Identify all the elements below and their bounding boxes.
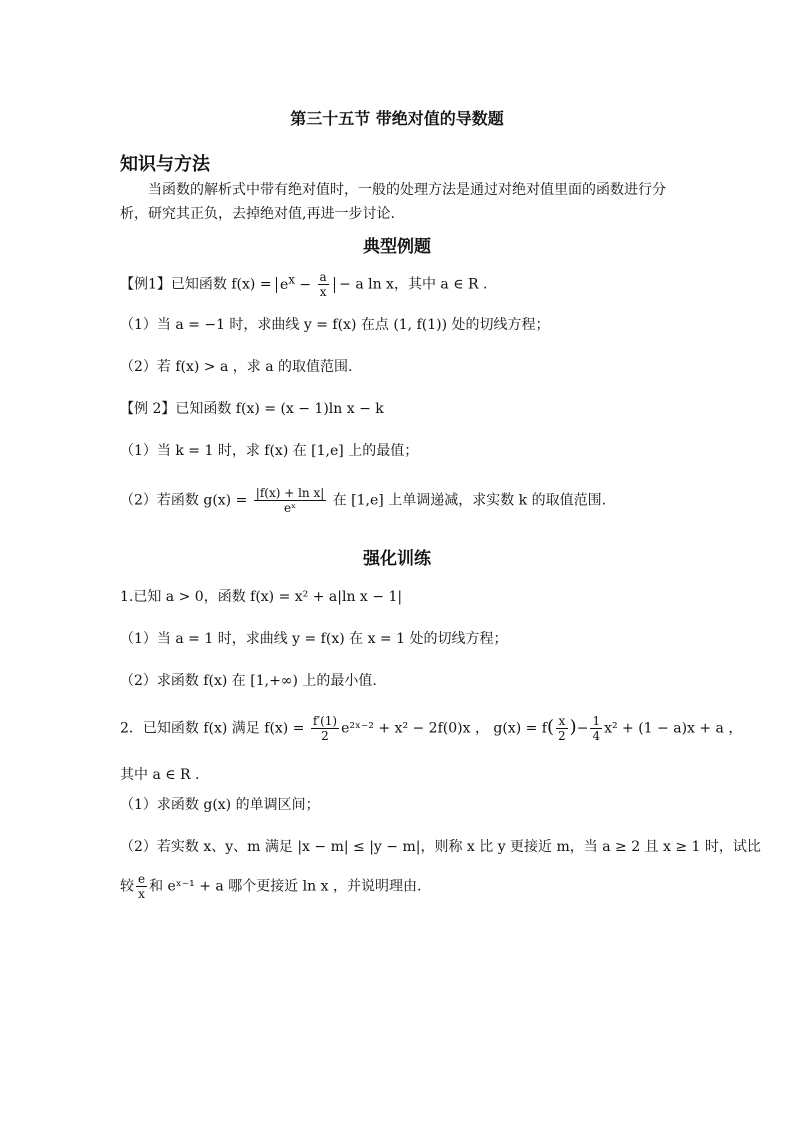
problem2-question2-cont — [120, 872, 421, 901]
problem2-question1: （1）求函数 g(x) 的单调区间； — [120, 797, 320, 813]
problem2-frac2-num: x — [556, 714, 568, 729]
problem1-stem: 1.已知 a > 0，函数 f(x) = x² + a|ln x − 1| — [120, 589, 403, 605]
problem2-q2b-num: e — [138, 872, 146, 886]
problem2-q2b-fraction — [136, 872, 147, 901]
example1-stem — [120, 270, 487, 299]
example1-question1: （1）当 a = −1 时，求曲线 y = f(x) 在点 (1, f(1)) 处的切线方程； — [120, 317, 550, 333]
problem2-stem-a: 2．已知函数 f(x) 满足 f(x) = — [120, 720, 305, 737]
problem2-stem-b: e²ˣ⁻² + x² − 2f(0)x ， g(x) = f — [341, 720, 547, 737]
example2-question1: （1）当 k = 1 时，求 f(x) 在 [1,e] 上的最值； — [120, 443, 419, 459]
example1-abs-expression — [276, 270, 335, 299]
example1-minus: − — [294, 276, 316, 293]
example1-frac-den: x — [319, 285, 327, 299]
problem2-frac3-den: 4 — [592, 729, 601, 743]
example1-tail: − a ln x — [334, 276, 394, 293]
problem2-fraction1 — [311, 714, 339, 743]
example1-e: e — [280, 276, 289, 293]
problem2-question2: （2）若实数 x、y、m 满足 |x − m| ≤ |y − m|，则称 x 比 y 更接近 m，当 a ≥ 2 且 x ≥ 1 时，试比 — [120, 839, 761, 855]
problem1-question2: （2）求函数 f(x) 在 [1,+∞) 上的最小值. — [120, 673, 377, 689]
example2-q2-end: 在 [1,e] 上单调递减，求实数 k 的取值范围. — [332, 492, 607, 509]
example2-frac-den: eˣ — [283, 501, 297, 515]
example1-question2: （2）若 f(x) > a ，求 a 的取值范围. — [120, 359, 353, 375]
problem2-q2b-den: x — [138, 887, 145, 901]
example2-q2-start: （2）若函数 g(x) = — [120, 492, 248, 509]
problem2-stem-end: 其中 a ∈ R . — [120, 767, 200, 783]
section-heading-training: 强化训练 — [363, 549, 431, 569]
problem1-question1: （1）当 a = 1 时，求曲线 y = f(x) 在 x = 1 处的切线方程； — [120, 631, 508, 647]
example1-fraction — [318, 270, 329, 299]
section-heading-examples: 典型例题 — [363, 237, 431, 257]
problem2-fraction2 — [556, 714, 568, 743]
example1-condition: ，其中 a ∈ R . — [393, 276, 488, 293]
example1-label: 【例1】 — [120, 276, 171, 293]
example1-frac-num: a — [319, 270, 327, 284]
problem2-paren-open: ( — [547, 716, 555, 738]
example2-frac-num: |f(x) + ln x| — [255, 486, 325, 500]
page-title: 第三十五节 带绝对值的导数题 — [290, 109, 504, 128]
example2-question2 — [120, 486, 606, 515]
problem2-q2b-start: 较 — [120, 878, 134, 895]
example1-exp: x — [288, 271, 295, 286]
problem2-stem-d: x² + (1 − a)x + a ， — [604, 720, 743, 737]
problem2-stem-c: − — [576, 720, 589, 737]
problem2-fraction3 — [590, 714, 602, 743]
example1-fx: f(x) = — [231, 276, 277, 293]
example2-text: 已知函数 f(x) = (x − 1)ln x − k — [175, 401, 384, 417]
example2-fraction — [254, 486, 327, 515]
problem2-frac2-den: 2 — [558, 729, 566, 743]
problem2-q2b-end: 和 eˣ⁻¹ + a 哪个更接近 ln x ，并说明理由. — [149, 878, 422, 895]
problem2-stem — [120, 714, 742, 743]
example2-label: 【例 2】 — [120, 401, 176, 417]
problem2-frac1-den: 2 — [321, 729, 329, 743]
example2-stem — [120, 398, 384, 418]
section-heading-knowledge: 知识与方法 — [120, 154, 210, 175]
intro-paragraph: 当函数的解析式中带有绝对值时，一般的处理方法是通过对绝对值里面的函数进行分析，研究其正负，去掉绝对值,再进一步讨论. — [120, 182, 666, 222]
problem2-frac1-num: f′(1) — [312, 714, 338, 728]
problem2-frac3-num: 1 — [592, 714, 601, 728]
example1-text: 已知函数 — [170, 276, 227, 293]
problem2-paren-close: ) — [569, 716, 577, 738]
